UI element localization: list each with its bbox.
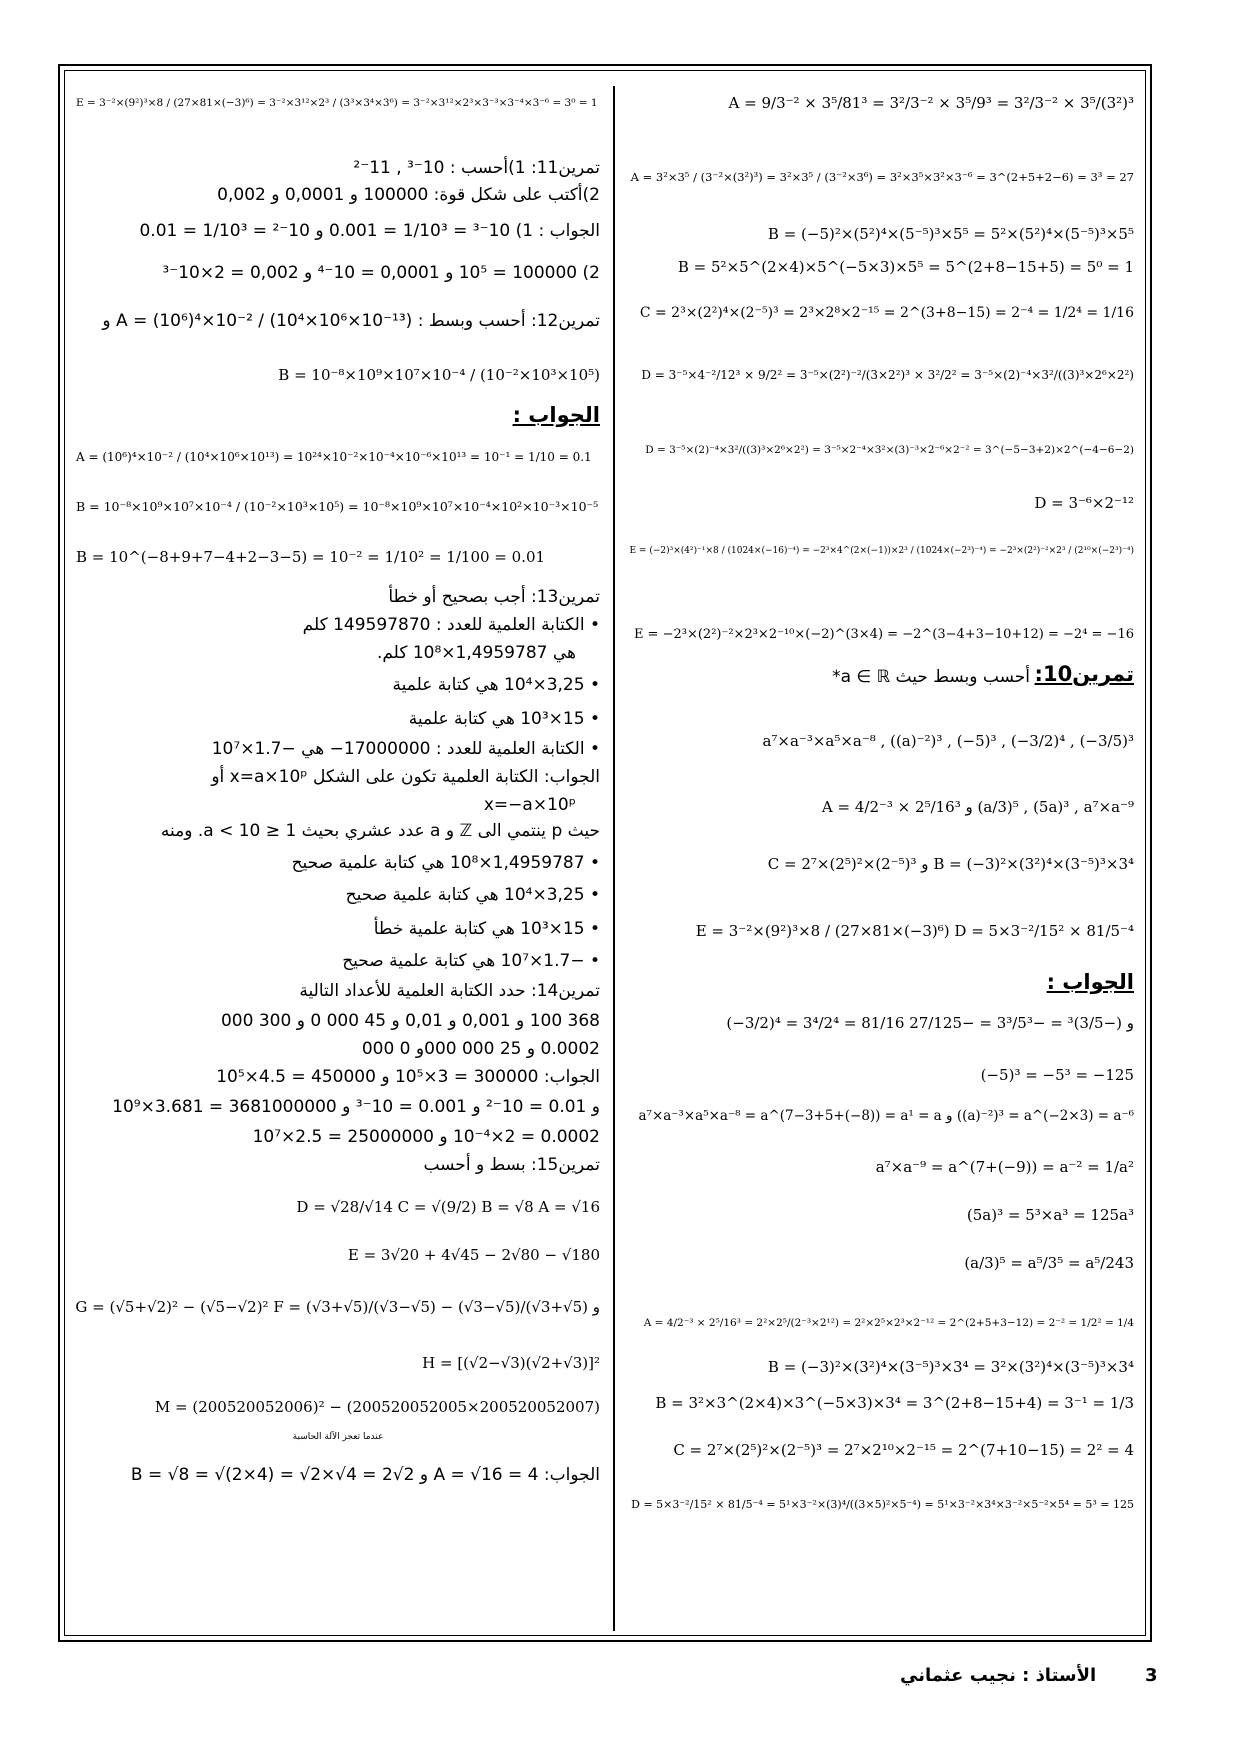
ex15-note: عندما تعجز الآلة الحاسبة — [292, 1432, 384, 1442]
ex9-C-line: C = 2³×(2²)⁴×(2⁻⁵)³ = 2³×2⁸×2⁻¹⁵ = 2^(3+8−15) = 2⁻⁴ = 1/2⁴ = 1/16 — [639, 305, 1134, 321]
column-divider — [613, 86, 615, 1631]
ex10-ans-5a: (5a)³ = 5³×a³ = 125a³ — [966, 1206, 1134, 1224]
ex10-ans-B-2: B = 3²×3^(2×4)×3^(−5×3)×3⁴ = 3^(2+8−15+4) = 3⁻¹ = 1/3 — [655, 1394, 1134, 1412]
ex10-ans-A: A = 4/2⁻³ × 2⁵/16³ = 2²×2⁵/(2⁻³×2¹²) = 2²×2⁵×2³×2⁻¹² = 2^(2+5+3−12) = 2⁻² = 1/2² = 1/4 — [643, 1317, 1134, 1329]
ex12-answer-B-2: B = 10^(−8+9+7−4+2−3−5) = 10⁻² = 1/10² = 1/100 = 0.01 — [76, 548, 546, 566]
footer-teacher-name: الأستاذ : نجيب عثماني — [900, 1665, 1097, 1686]
exercise-11-part2: 2)أكتب على شكل قوة: 100000 و 0,0001 و 0,002 — [217, 185, 600, 205]
ex10-answer-heading: الجواب : — [1046, 970, 1134, 994]
ex9-B-line-1: B = (−5)²×(5²)⁴×(5⁻⁵)³×5⁵ = 5²×(5²)⁴×(5⁻⁵)³×5⁵ — [767, 225, 1134, 243]
exercise-15-title: تمرين15: بسط و أحسب — [423, 1155, 600, 1175]
left-column — [70, 74, 606, 1630]
ex13-item-4: • الكتابة العلمية للعدد : 17000000− هي −1.7×10⁷ — [212, 738, 600, 760]
ex10-ans-B-1: B = (−3)²×(3²)⁴×(3⁻⁵)³×3⁴ = 3²×(3²)⁴×(3⁻⁵)³×3⁴ — [767, 1358, 1134, 1376]
ex13-answer-form: x=−a×10ᵖ — [483, 795, 576, 815]
ex9-D-line-1: D = 3⁻⁵×4⁻²/12³ × 9/2² = 3⁻⁵×(2²)⁻²/(3×2²)³ × 3²/2² = 3⁻⁵×(2)⁻⁴×3²/((3)³×2⁶×2²) — [641, 368, 1134, 382]
exercise-10-heading: تمرين10: — [1034, 662, 1134, 686]
ex10-ans-C: C = 2⁷×(2⁵)²×(2⁻⁵)³ = 2⁷×2¹⁰×2⁻¹⁵ = 2^(7+10−15) = 2² = 4 — [673, 1441, 1134, 1459]
ex15-items-3: G = (√5+√2)² − (√5−√2)² F = (√3+√5)/(√3−√5) − (√3−√5)/(√3+√5) و — [75, 1298, 600, 1316]
ex15-items-5: M = (200520052006)² − (200520052005×200520052007) — [154, 1398, 600, 1416]
ex13-verdict-3: • 15×10³ هي كتابة علمية خطأ — [374, 918, 600, 940]
ex9-E-line-2: E = −2³×(2²)⁻²×2³×2⁻¹⁰×(−2)^(3×4) = −2^(3−4+3−10+12) = −2⁴ = −16 — [633, 627, 1134, 642]
ex9-D-line-3: D = 3⁻⁶×2⁻¹² — [1034, 494, 1134, 512]
ex10-items-2: A = 4/2⁻³ × 2⁵/16³ و (a/3)⁵ , (5a)³ , a⁷×a⁻⁹ — [821, 798, 1134, 816]
footer-page-number: 3 — [1145, 1665, 1158, 1686]
ex9-D-line-2: D = 3⁻⁵×(2)⁻⁴×3²/((3)³×2⁶×2²) = 3⁻⁵×2⁻⁴×3²×(3)⁻³×2⁻⁶×2⁻² = 3^(−5−3+2)×2^(−4−6−2) — [645, 444, 1134, 456]
ex13-item-1: • الكتابة العلمية للعدد : 149597870 كلم — [303, 614, 600, 636]
ex13-verdict-2: • 3,25×10⁴ هي كتابة علمية صحيح — [346, 884, 600, 906]
ex12-answer-B-1: B = 10⁻⁸×10⁹×10⁷×10⁻⁴ / (10⁻²×10³×10⁵) = 10⁻⁸×10⁹×10⁷×10⁻⁴×10²×10⁻³×10⁻⁵ — [76, 499, 599, 514]
ex10-ans-neg5: (−5)³ = −5³ = −125 — [980, 1066, 1134, 1084]
right-column — [622, 74, 1140, 1630]
ex10-items-1: a⁷×a⁻³×a⁵×a⁻⁸ , ((a)⁻²)³ , (−5)³ , (−3/2)⁴ , (−3/5)³ — [762, 732, 1134, 750]
ex12-answer-heading: الجواب : — [512, 403, 600, 427]
ex11-answer-2: 2) 100000 = 10⁵ و 0,0001 = 10⁻⁴ و 0,002 = 2×10⁻³ — [162, 263, 600, 283]
ex11-answer-1: الجواب : 1) 10⁻³ = 1/10³ = 0.001 و 10⁻² = 1/10³ = 0.01 — [139, 221, 600, 241]
ex10-items-3: C = 2⁷×(2⁵)²×(2⁻⁵)³ و B = (−3)²×(3²)⁴×(3⁻⁵)³×3⁴ — [767, 855, 1134, 873]
ex14-numbers-1: 368 100 و 0,001 و 0,01 و 45 000 0 و 300 000 — [220, 1011, 600, 1031]
exercise-13-title: تمرين13: أجب بصحيح أو خطأ — [388, 587, 600, 607]
ex9-A-line-2: A = 3²×3⁵ / (3⁻²×(3²)³) = 3²×3⁵ / (3⁻²×3⁶) = 3²×3⁵×3²×3⁻⁶ = 3^(2+5+2−6) = 3³ = 27 — [630, 170, 1134, 184]
ex13-answer-condition: حيث p ينتمي الى ℤ و a عدد عشري بحيث 1 ≤ a < 10. ومنه — [160, 821, 600, 841]
ex9-B-line-2: B = 5²×5^(2×4)×5^(−5×3)×5⁵ = 5^(2+8−15+5) = 5⁰ = 1 — [677, 258, 1134, 276]
exercise-10-instruction: أحسب وبسط حيث a ∈ ℝ* — [832, 667, 1030, 687]
ex13-item-1-cont: هي 1,4959787×10⁸ كلم. — [376, 643, 576, 663]
ex10-ans-a3: (a/3)⁵ = a⁵/3⁵ = a⁵/243 — [964, 1254, 1134, 1272]
ex13-answer-intro: الجواب: الكتابة العلمية تكون على الشكل x=a×10ᵖ أو — [211, 767, 600, 787]
exercise-12-title: تمرين12: أحسب وبسط : A = (10⁶)⁴×10⁻² / (10⁴×10⁶×10⁻¹³) و — [102, 311, 600, 331]
ex10-ans-a7a-9: a⁷×a⁻⁹ = a^(7+(−9)) = a⁻² = 1/a² — [875, 1158, 1134, 1176]
ex10-ans-powers-a: a⁷×a⁻³×a⁵×a⁻⁸ = a^(7−3+5+(−8)) = a¹ = a و ((a)⁻²)³ = a^(−2×3) = a⁻⁶ — [638, 1108, 1134, 1124]
ex15-answer: الجواب: A = √16 = 4 و B = √8 = √(2×4) = √2×√4 = 2√2 — [130, 1465, 600, 1485]
ex10-ans-D: D = 5×3⁻²/15² × 81/5⁻⁴ = 5¹×3⁻²×(3)⁴/((3×5)²×5⁻⁴) = 5¹×3⁻²×3⁴×3⁻²×5⁻²×5⁴ = 5³ = 125 — [631, 1498, 1134, 1511]
ex10-ans-E: E = 3⁻²×(9²)³×8 / (27×81×(−3)⁶) = 3⁻²×3¹²×2³ / (3³×3⁴×3⁶) = 3⁻²×3¹²×2³×3⁻³×3⁻⁴×3⁻⁶ = 3⁰ = 1 — [76, 97, 598, 109]
ex15-items-2: E = 3√20 + 4√45 − 2√80 − √180 — [347, 1246, 600, 1264]
ex15-items-1: D = √28/√14 C = √(9/2) B = √8 A = √16 — [296, 1198, 600, 1216]
ex12-B-definition: B = 10⁻⁸×10⁹×10⁷×10⁻⁴ / (10⁻²×10³×10⁵) — [278, 366, 600, 384]
ex10-ans-fractions: (−3/2)⁴ = 3⁴/2⁴ = 81/16 و (−3/5)³ = −3³/5³ = −27/125 — [726, 1014, 1134, 1032]
ex12-answer-A: A = (10⁶)⁴×10⁻² / (10⁴×10⁶×10¹³) = 10²⁴×10⁻²×10⁻⁴×10⁻⁶×10¹³ = 10⁻¹ = 1/10 = 0.1 — [76, 450, 592, 464]
ex13-verdict-1: • 1,4959787×10⁸ هي كتابة علمية صحيح — [292, 852, 600, 874]
ex13-verdict-4: • −1.7×10⁷ هي كتابة علمية صحيح — [342, 950, 600, 972]
exercise-11-title: تمرين11: 1)أحسب : 10⁻³ , 11⁻² — [353, 158, 600, 178]
ex9-E-line-1: E = (−2)³×(4²)⁻¹×8 / (1024×(−16)⁻⁴) = −2³×4^(2×(−1))×2³ / (1024×(−2³)⁻⁴) = −2³×(2²)⁻²×2³ / (2¹⁰×(−2³)⁻⁴) — [629, 546, 1134, 556]
ex14-answer-2: و 0.01 = 10⁻² و 0.001 = 10⁻³ و 3681000000 = 3.681×10⁹ — [112, 1097, 600, 1117]
ex10-items-4: E = 3⁻²×(9²)³×8 / (27×81×(−3)⁶) D = 5×3⁻²/15² × 81/5⁻⁴ — [695, 922, 1134, 940]
ex13-item-3: • 15×10³ هي كتابة علمية — [409, 708, 600, 730]
ex13-item-2: • 3,25×10⁴ هي كتابة علمية — [393, 674, 600, 696]
ex9-A-line-1: A = 9/3⁻² × 3⁵/81³ = 3²/3⁻² × 3⁵/9³ = 3²/3⁻² × 3⁵/(3²)³ — [728, 94, 1134, 112]
ex15-items-4: H = [(√2−√3)(√2+√3)]² — [422, 1354, 600, 1372]
exercise-14-title: تمرين14: حدد الكتابة العلمية للأعداد التالية — [299, 981, 600, 1001]
ex14-answer-1: الجواب: 300000 = 3×10⁵ و 450000 = 4.5×10⁵ — [216, 1067, 600, 1087]
ex14-answer-3: 0.0002 = 2×10⁻⁴ و 25000000 = 2.5×10⁷ — [252, 1127, 600, 1147]
ex14-numbers-2: 0.0002 و 25 000 000و 0 000 — [361, 1039, 600, 1059]
